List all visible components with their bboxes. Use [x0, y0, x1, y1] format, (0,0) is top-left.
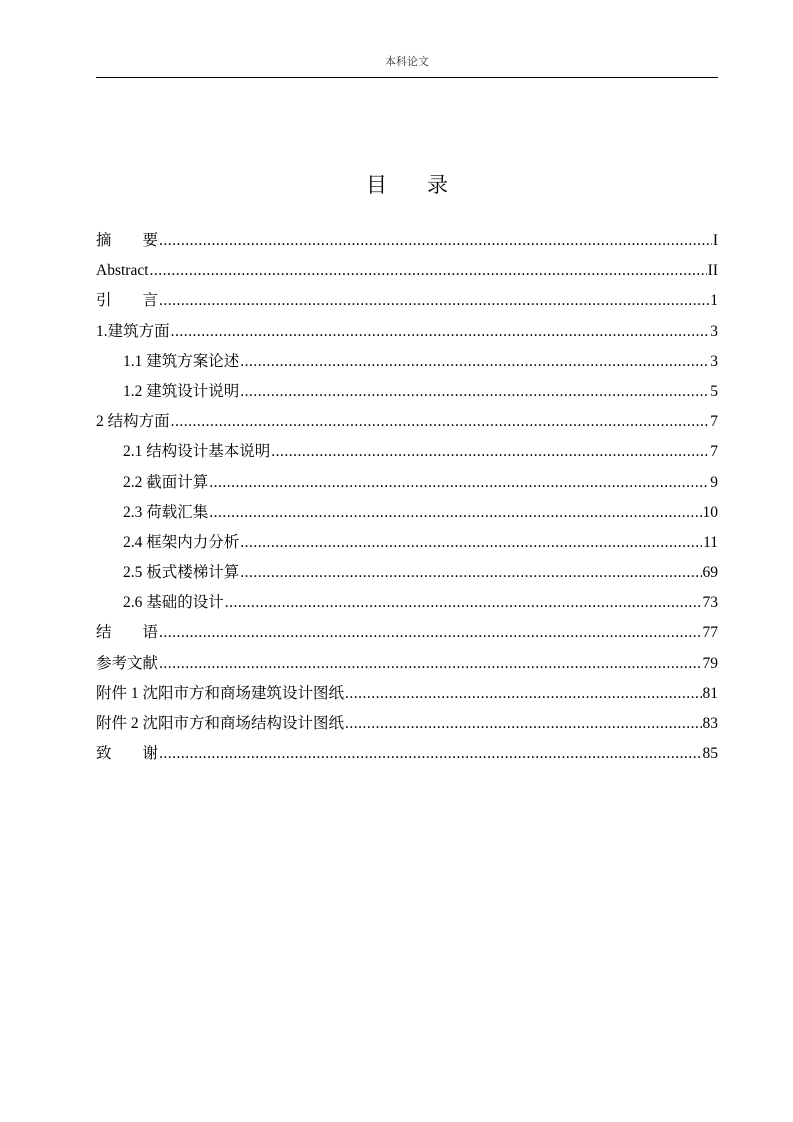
toc-entry-label: 2.6 基础的设计	[123, 594, 224, 612]
toc-dot-leader	[159, 620, 701, 646]
toc-entry-label: Abstract	[96, 262, 149, 280]
toc-entry-page-number: 5	[710, 382, 718, 400]
toc-entry-page-number: 9	[710, 473, 718, 491]
toc-entry-page-number: 1	[710, 292, 718, 310]
toc-entry-page-number: 83	[702, 715, 718, 732]
toc-dot-leader	[159, 288, 709, 314]
toc-entry-page-number: 69	[702, 564, 718, 582]
toc-dot-leader	[209, 470, 709, 496]
toc-entry[interactable]	[96, 349, 718, 379]
toc-dot-leader	[209, 500, 701, 526]
toc-entry[interactable]	[96, 620, 718, 650]
toc-entry-page-number: 10	[702, 503, 718, 521]
toc-entry-label: 2 结构方面	[96, 413, 170, 431]
toc-entry-label: 致 谢	[96, 745, 159, 763]
toc-entry-label: 1.建筑方面	[96, 322, 170, 340]
toc-entry[interactable]	[96, 681, 718, 711]
toc-entry-label: 2.2 截面计算	[123, 473, 209, 491]
toc-dot-leader	[150, 258, 707, 284]
toc-entry-label: 摘 要	[96, 232, 159, 249]
toc-dot-leader	[159, 228, 712, 254]
page-header	[96, 54, 718, 78]
toc-entry[interactable]	[96, 741, 718, 771]
toc-dot-leader	[271, 439, 709, 465]
toc-dot-leader	[240, 379, 709, 405]
toc-entry-page-number: 85	[702, 745, 718, 763]
toc-dot-leader	[240, 530, 702, 556]
toc-entry[interactable]	[96, 470, 718, 500]
toc-entry-page-number: II	[707, 262, 718, 280]
toc-title-left: 目	[366, 173, 387, 197]
toc-entry-page-number: 77	[702, 624, 718, 642]
toc-entry[interactable]	[96, 711, 718, 741]
toc-dot-leader	[159, 741, 701, 767]
toc-entry-label: 引 言	[96, 292, 159, 310]
toc-entry-page-number: 7	[710, 443, 718, 461]
toc-entry-label: 2.5 板式楼梯计算	[123, 564, 240, 582]
toc-entry[interactable]	[96, 530, 718, 560]
toc-dot-leader	[240, 349, 709, 375]
toc-entry-page-number: I	[712, 232, 718, 249]
toc-entry[interactable]	[96, 288, 718, 318]
toc-entry[interactable]	[96, 560, 718, 590]
toc-entry-label: 结 语	[96, 624, 159, 642]
toc-entry-page-number: 3	[710, 352, 718, 370]
toc-entry-label: 2.4 框架内力分析	[123, 533, 240, 551]
toc-dot-leader	[171, 409, 710, 435]
toc-dot-leader	[171, 319, 710, 345]
toc-entry[interactable]	[96, 379, 718, 409]
toc-entry[interactable]	[96, 319, 718, 349]
toc-entry-page-number: 11	[703, 533, 718, 551]
toc-title-right: 录	[427, 173, 448, 197]
toc-entry-label: 参考文献	[96, 654, 159, 672]
toc-entry[interactable]	[96, 409, 718, 439]
toc-entry-page-number: 7	[710, 413, 718, 431]
toc-dot-leader	[345, 711, 701, 737]
table-of-contents	[96, 228, 718, 771]
toc-title	[96, 170, 718, 200]
toc-dot-leader	[225, 590, 702, 616]
toc-entry[interactable]	[96, 590, 718, 620]
toc-entry[interactable]	[96, 258, 718, 288]
toc-entry[interactable]	[96, 500, 718, 530]
toc-entry-label: 附件 2 沈阳市方和商场结构设计图纸	[96, 715, 345, 732]
toc-entry-label: 1.1 建筑方案论述	[123, 352, 240, 370]
toc-entry-label: 2.1 结构设计基本说明	[123, 443, 271, 461]
toc-dot-leader	[159, 651, 701, 677]
toc-entry-page-number: 81	[702, 684, 718, 702]
toc-entry[interactable]	[96, 651, 718, 681]
toc-entry[interactable]	[96, 228, 718, 258]
toc-entry-page-number: 73	[702, 594, 718, 612]
toc-entry[interactable]	[96, 439, 718, 469]
toc-entry-label: 2.3 荷载汇集	[123, 503, 209, 521]
toc-entry-label: 附件 1 沈阳市方和商场建筑设计图纸	[96, 684, 345, 702]
toc-entry-page-number: 79	[702, 654, 718, 672]
toc-entry-label: 1.2 建筑设计说明	[123, 382, 240, 400]
header-text: 本科论文	[385, 56, 429, 68]
toc-dot-leader	[240, 560, 701, 586]
toc-dot-leader	[345, 681, 701, 707]
toc-entry-page-number: 3	[710, 322, 718, 340]
